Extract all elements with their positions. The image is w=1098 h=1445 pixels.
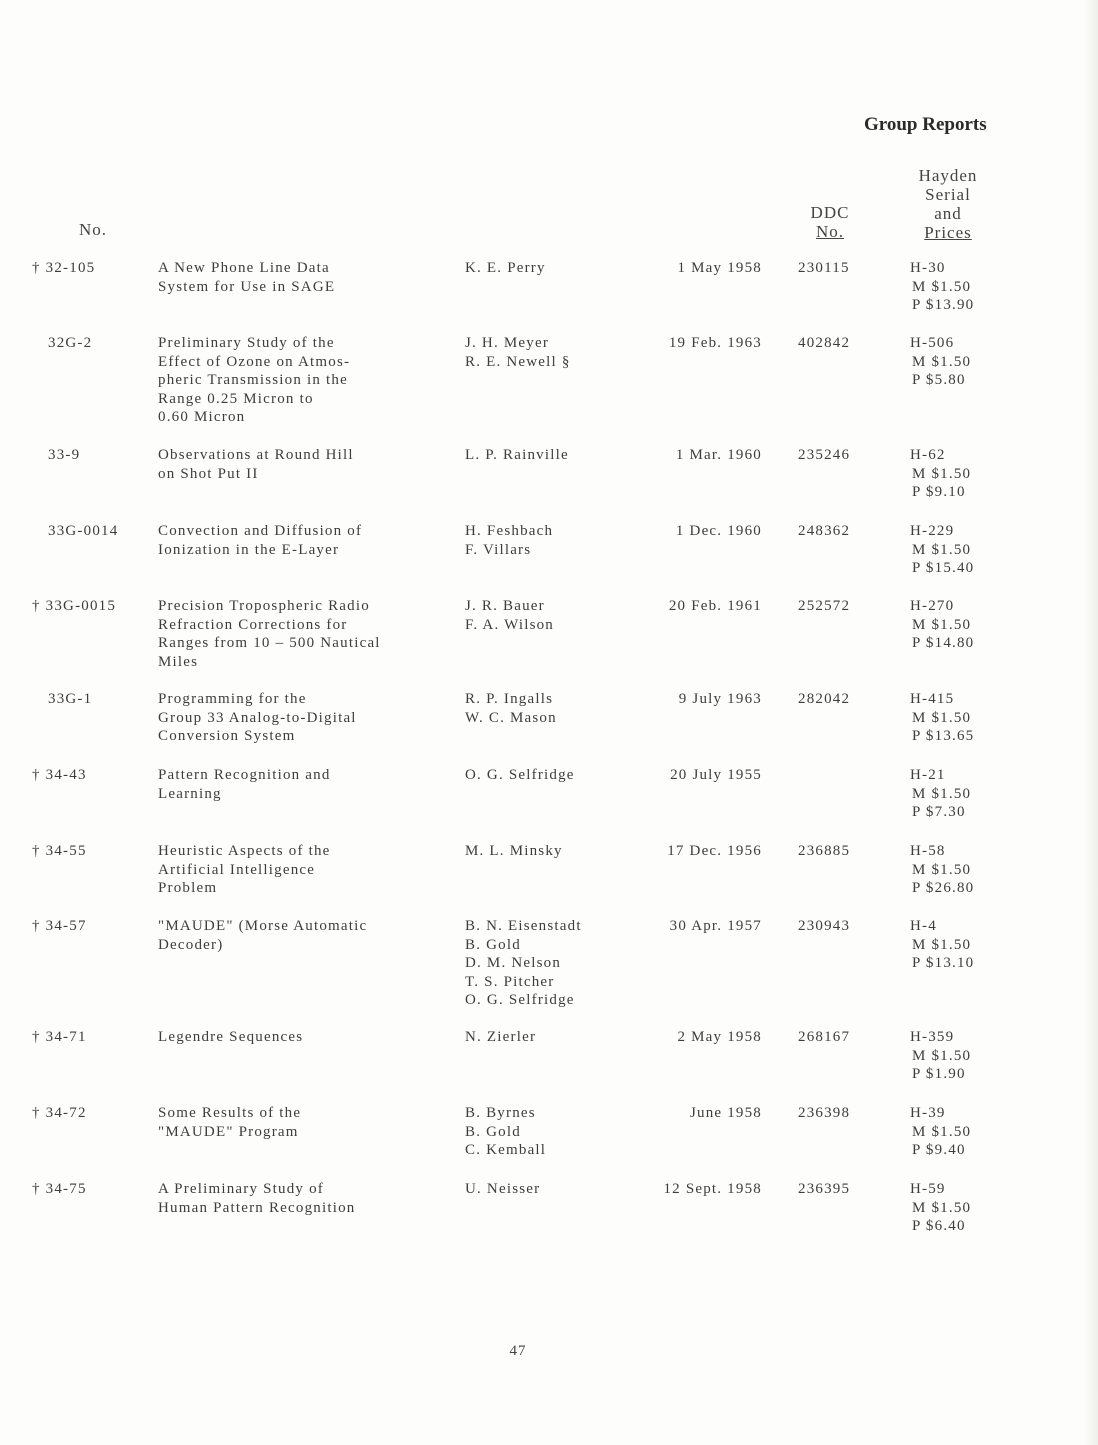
microfiche-price: M $1.50: [912, 861, 972, 878]
paper-price: P $6.40: [912, 1218, 966, 1235]
paper-price: P $9.10: [912, 484, 966, 501]
report-number: † 34-71: [32, 1029, 87, 1045]
paper-price: P $5.80: [912, 372, 966, 389]
hayden-serial-prices: [910, 1180, 1010, 1236]
microfiche-price: M $1.50: [912, 278, 972, 295]
ddc-number: 230943: [798, 918, 851, 934]
hayden-serial-prices: [910, 917, 1010, 973]
report-date: 1 Dec. 1960: [675, 523, 762, 539]
hayden-serial: H-359: [910, 1029, 955, 1045]
column-header-hayden-line1: Hayden: [918, 166, 978, 185]
report-title: "MAUDE" (Morse Automatic Decoder): [158, 918, 368, 953]
column-header-hayden-line3: and: [934, 204, 962, 223]
paper-price: P $13.10: [912, 955, 975, 972]
report-authors: B. Byrnes B. Gold C. Kemball: [465, 1105, 547, 1159]
report-number: 32G-2: [48, 335, 93, 351]
report-title: Legendre Sequences: [158, 1029, 304, 1045]
ddc-number: 402842: [798, 335, 851, 351]
column-header-ddc: [804, 203, 856, 241]
report-authors: B. N. Eisenstadt B. Gold D. M. Nelson T. S. Pitcher O. G. Selfridge: [465, 918, 582, 1009]
report-date: 9 July 1963: [678, 691, 762, 707]
hayden-serial: H-506: [910, 335, 955, 351]
hayden-serial: H-4: [910, 918, 937, 934]
microfiche-price: M $1.50: [912, 709, 972, 726]
paper-price: P $14.80: [912, 635, 975, 652]
microfiche-price: M $1.50: [912, 541, 972, 558]
paper-price: P $9.40: [912, 1142, 966, 1159]
ddc-number: 236885: [798, 843, 851, 859]
hayden-serial: H-59: [910, 1181, 946, 1197]
report-authors: M. L. Minsky: [465, 843, 563, 859]
report-title: Preliminary Study of the Effect of Ozone on Atmos- pheric Transmission in the Range 0.25 Micron to 0.60 Micron: [158, 335, 351, 426]
microfiche-price: M $1.50: [912, 785, 972, 802]
report-number: 33G-0014: [48, 523, 119, 539]
ddc-number: 282042: [798, 691, 851, 707]
paper-price: P $1.90: [912, 1066, 966, 1083]
column-header-hayden: [908, 166, 988, 242]
report-date: 2 May 1958: [677, 1029, 762, 1045]
report-number: † 32-105: [32, 260, 96, 276]
ddc-number: 235246: [798, 447, 851, 463]
ddc-number: 236395: [798, 1181, 851, 1197]
paper-price: P $15.40: [912, 560, 975, 577]
report-authors: H. Feshbach F. Villars: [465, 523, 554, 558]
microfiche-price: M $1.50: [912, 1123, 972, 1140]
hayden-serial: H-229: [910, 523, 955, 539]
ddc-number: 230115: [798, 260, 850, 276]
report-authors: J. R. Bauer F. A. Wilson: [465, 598, 555, 633]
microfiche-price: M $1.50: [912, 1199, 972, 1216]
hayden-serial: H-21: [910, 767, 946, 783]
report-authors: N. Zierler: [465, 1029, 537, 1045]
hayden-serial-prices: [910, 597, 1010, 653]
report-number: 33G-1: [48, 691, 93, 707]
report-date: June 1958: [689, 1105, 762, 1121]
report-date: 20 July 1955: [670, 767, 762, 783]
paper-price: P $7.30: [912, 804, 966, 821]
report-title: A New Phone Line Data System for Use in SAGE: [158, 260, 336, 295]
page-number: 47: [509, 1343, 527, 1359]
report-date: 20 Feb. 1961: [668, 598, 762, 614]
report-authors: U. Neisser: [465, 1181, 541, 1197]
microfiche-price: M $1.50: [912, 1047, 972, 1064]
hayden-serial: H-270: [910, 598, 955, 614]
section-title: Group Reports: [864, 114, 987, 135]
report-date: 30 Apr. 1957: [669, 918, 762, 934]
column-header-hayden-line2: Serial: [925, 185, 971, 204]
report-number: † 34-57: [32, 918, 87, 934]
microfiche-price: M $1.50: [912, 465, 972, 482]
report-date: 1 Mar. 1960: [675, 447, 762, 463]
report-number: † 34-72: [32, 1105, 87, 1121]
page-edge-shadow: [1084, 0, 1098, 1445]
hayden-serial: H-58: [910, 843, 946, 859]
ddc-number: 248362: [798, 523, 851, 539]
ddc-number: 252572: [798, 598, 851, 614]
report-title: Pattern Recognition and Learning: [158, 767, 331, 802]
report-authors: L. P. Rainville: [465, 447, 569, 463]
report-number: 33-9: [48, 447, 81, 463]
report-date: 17 Dec. 1956: [667, 843, 762, 859]
ddc-number: 268167: [798, 1029, 851, 1045]
report-title: Some Results of the "MAUDE" Program: [158, 1105, 302, 1140]
hayden-serial-prices: [910, 766, 1010, 822]
column-header-ddc-line2: No.: [815, 222, 845, 241]
report-authors: K. E. Perry: [465, 260, 546, 276]
report-title: Programming for the Group 33 Analog-to-Digital Conversion System: [158, 691, 357, 745]
report-number: † 34-55: [32, 843, 87, 859]
report-date: 12 Sept. 1958: [663, 1181, 762, 1197]
report-number: † 34-75: [32, 1181, 87, 1197]
report-title: A Preliminary Study of Human Pattern Recognition: [158, 1181, 356, 1216]
report-title: Convection and Diffusion of Ionization in the E-Layer: [158, 523, 363, 558]
hayden-serial: H-30: [910, 260, 946, 276]
hayden-serial-prices: [910, 1028, 1010, 1084]
hayden-serial: H-62: [910, 447, 946, 463]
hayden-serial: H-39: [910, 1105, 946, 1121]
report-authors: R. P. Ingalls W. C. Mason: [465, 691, 557, 726]
paper-price: P $13.90: [912, 297, 975, 314]
report-number: † 34-43: [32, 767, 87, 783]
column-header-ddc-line1: DDC: [810, 203, 850, 222]
report-date: 19 Feb. 1963: [668, 335, 762, 351]
report-date: 1 May 1958: [677, 260, 762, 276]
column-header-no: No.: [79, 220, 108, 239]
hayden-serial-prices: [910, 1104, 1010, 1160]
report-title: Precision Tropospheric Radio Refraction Corrections for Ranges from 10 – 500 Nautical Miles: [158, 598, 381, 670]
hayden-serial-prices: [910, 259, 1010, 315]
report-number: † 33G-0015: [32, 598, 117, 614]
hayden-serial-prices: [910, 690, 1010, 746]
microfiche-price: M $1.50: [912, 353, 972, 370]
report-title: Observations at Round Hill on Shot Put II: [158, 447, 354, 482]
paper-price: P $26.80: [912, 880, 975, 897]
paper-price: P $13.65: [912, 728, 975, 745]
hayden-serial: H-415: [910, 691, 955, 707]
microfiche-price: M $1.50: [912, 616, 972, 633]
microfiche-price: M $1.50: [912, 936, 972, 953]
report-authors: O. G. Selfridge: [465, 767, 575, 783]
hayden-serial-prices: [910, 842, 1010, 898]
ddc-number: 236398: [798, 1105, 851, 1121]
report-title: Heuristic Aspects of the Artificial Intelligence Problem: [158, 843, 331, 897]
hayden-serial-prices: [910, 522, 1010, 578]
column-header-hayden-line4: Prices: [924, 223, 972, 242]
hayden-serial-prices: [910, 446, 1010, 502]
hayden-serial-prices: [910, 334, 1010, 390]
report-authors: J. H. Meyer R. E. Newell §: [465, 335, 571, 370]
